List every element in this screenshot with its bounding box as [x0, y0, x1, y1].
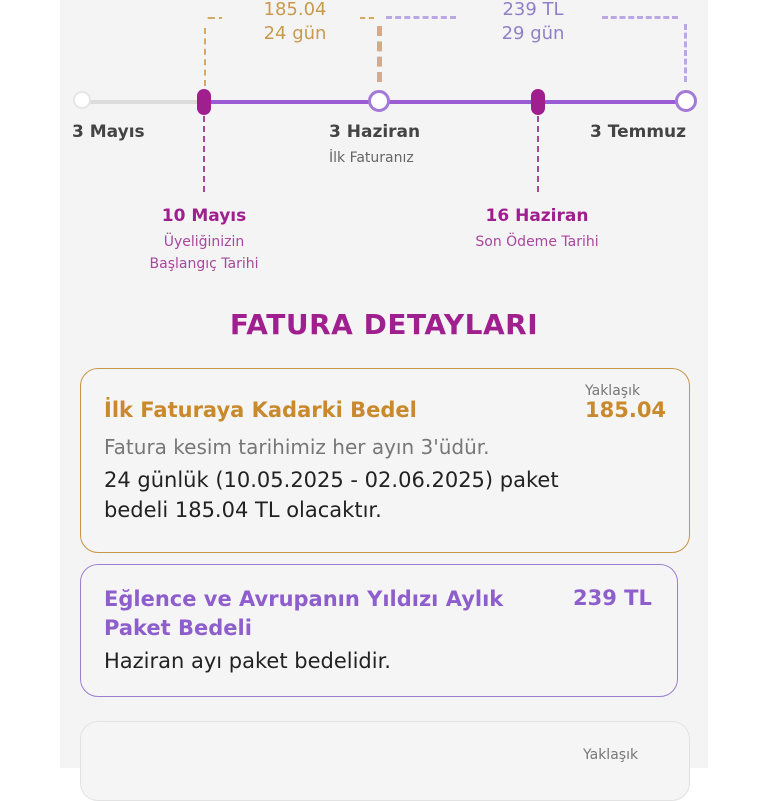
bracket-orange-left	[204, 28, 206, 86]
bracket-purple-right-top	[602, 16, 678, 19]
card-monthly-package	[80, 564, 678, 697]
timeline-track-active	[204, 100, 686, 104]
bracket-purple-right	[684, 24, 687, 82]
span-first-amount: 185.04	[263, 0, 327, 20]
date-3-temmuz: 3 Temmuz	[590, 122, 687, 142]
timeline-track-inactive	[84, 100, 204, 104]
card-monthly-title-line1: Eğlence ve Avrupanın Yıldızı Aylık	[104, 587, 504, 611]
approx-label: Yaklaşık	[583, 747, 639, 763]
date-3-haziran: 3 Haziran	[329, 122, 421, 142]
card-first-bill-title: İlk Faturaya Kadarki Bedel	[104, 398, 417, 422]
event-16-haziran-sub: Son Ödeme Tarihi	[475, 234, 599, 250]
date-3-mayis: 3 Mayıs	[72, 122, 145, 142]
bracket-orange-left-top	[206, 17, 222, 19]
node-3-temmuz	[675, 90, 697, 112]
date-3-haziran-sub: İlk Faturanız	[329, 150, 414, 166]
span-monthly-amount: 239 TL	[502, 0, 564, 20]
card-first-bill-text	[104, 465, 559, 525]
node-10-mayis	[197, 89, 211, 115]
event-drop-16-haziran	[537, 116, 539, 192]
section-title: FATURA DETAYLARI	[229, 308, 539, 341]
event-10-mayis-sub-line1: Üyeliğinizin	[163, 234, 245, 250]
card-first-bill-amount: 185.04	[585, 398, 667, 422]
card-monthly-title	[104, 585, 503, 643]
card-monthly-amount: 239 TL	[573, 586, 652, 610]
event-10-mayis-sub	[124, 231, 284, 275]
span-monthly-days: 29 gün	[501, 23, 565, 44]
card-next	[80, 721, 690, 801]
event-16-haziran-title: 16 Haziran	[485, 206, 589, 226]
event-10-mayis-title: 10 Mayıs	[161, 206, 247, 226]
card-first-bill-text-line1: 24 günlük (10.05.2025 - 02.06.2025) paket	[104, 468, 559, 492]
card-monthly-text: Haziran ayı paket bedelidir.	[104, 649, 391, 673]
approx-label: Yaklaşık	[585, 383, 641, 399]
node-3-haziran	[368, 90, 390, 112]
card-first-bill-text-line2: bedeli 185.04 TL olacaktır.	[104, 498, 382, 522]
span-first-days: 24 gün	[263, 23, 327, 44]
node-16-haziran	[531, 89, 545, 115]
span-first-bill	[240, 0, 350, 46]
event-10-mayis-sub-line2: Başlangıç Tarihi	[149, 256, 259, 272]
card-monthly-title-line2: Paket Bedeli	[104, 616, 252, 640]
card-first-bill-note: Fatura kesim tarihimiz her ayın 3'üdür.	[104, 435, 490, 459]
event-drop-10-mayis	[203, 116, 205, 192]
bracket-purple-left-top	[386, 16, 456, 19]
span-monthly	[478, 0, 588, 46]
bracket-orange-right	[377, 26, 382, 82]
bracket-orange-right-top	[360, 17, 374, 19]
node-3-mayis	[73, 91, 91, 109]
card-first-bill	[80, 368, 690, 553]
